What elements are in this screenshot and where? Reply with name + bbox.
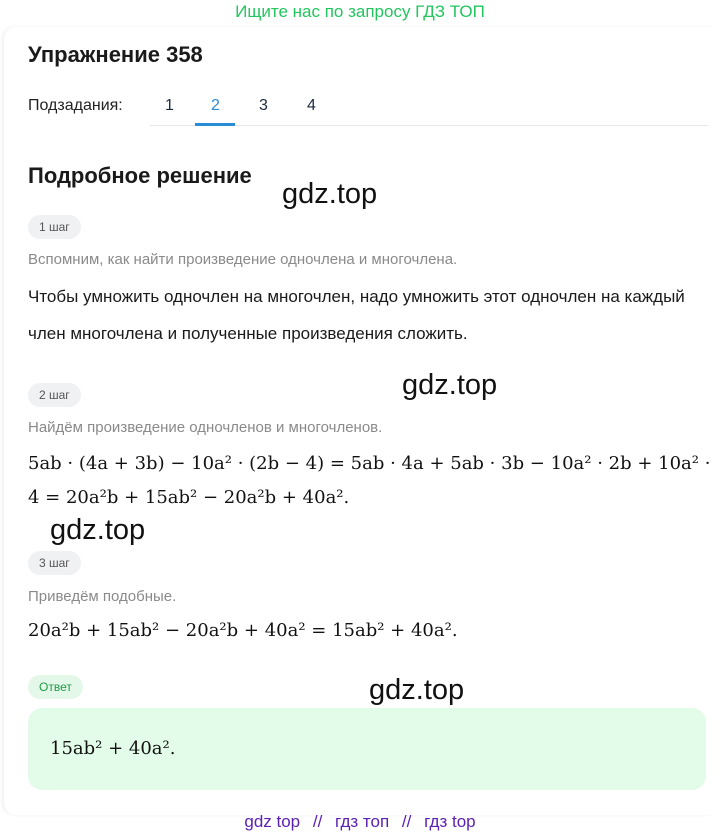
step-2-badge: 2 шаг xyxy=(28,383,81,407)
subtasks-label: Подзадания: xyxy=(28,97,123,114)
watermark: gdz.top xyxy=(50,514,146,546)
step-3-math: 20a²b + 15ab² − 20a²b + 40a² = 15ab² + 40a². xyxy=(28,620,458,641)
watermark: gdz.top xyxy=(282,178,378,210)
step-2-math-line-1: 5ab · (4a + 3b) − 10a² · (2b − 4) = 5ab · 4a + 5ab · 3b − 10a² · 2b + 10a² · xyxy=(28,453,711,474)
subtask-tab-3[interactable]: 3 xyxy=(259,97,268,114)
footer-separator: // xyxy=(312,812,323,831)
active-tab-indicator xyxy=(195,123,235,126)
answer-badge: Ответ xyxy=(28,675,83,699)
top-banner: Ищите нас по запросу ГДЗ ТОП xyxy=(235,2,485,21)
subtask-tab-1[interactable]: 1 xyxy=(165,97,174,114)
step-1-badge: 1 шаг xyxy=(28,215,81,239)
footer-links xyxy=(0,812,720,832)
exercise-title: Упражнение 358 xyxy=(28,42,203,67)
footer-link-3[interactable]: гдз top xyxy=(424,812,476,831)
step-3-badge: 3 шаг xyxy=(28,551,81,575)
solution-title: Подробное решение xyxy=(28,163,252,188)
footer-link-2[interactable]: гдз топ xyxy=(335,812,390,831)
step-2-hint: Найдём произведение одночленов и многочленов. xyxy=(28,419,383,436)
subtask-tab-2[interactable]: 2 xyxy=(211,97,220,114)
step-3-hint: Приведём подобные. xyxy=(28,588,177,605)
footer-separator: // xyxy=(401,812,412,831)
watermark: gdz.top xyxy=(369,674,465,706)
answer-value: 15ab² + 40a². xyxy=(50,738,176,759)
step-1-hint: Вспомним, как найти произведение одночлена и многочлена. xyxy=(28,251,458,268)
footer-link-1[interactable]: gdz top xyxy=(244,812,301,831)
subtask-tab-4[interactable]: 4 xyxy=(307,97,316,114)
step-1-text: Чтобы умножить одночлен на многочлен, надо умножить этот одночлен на каждый член многочлена и полученные произведения сложить. xyxy=(28,287,685,343)
step-2-math-line-2: 4 = 20a²b + 15ab² − 20a²b + 40a². xyxy=(28,487,350,508)
watermark: gdz.top xyxy=(402,369,498,401)
